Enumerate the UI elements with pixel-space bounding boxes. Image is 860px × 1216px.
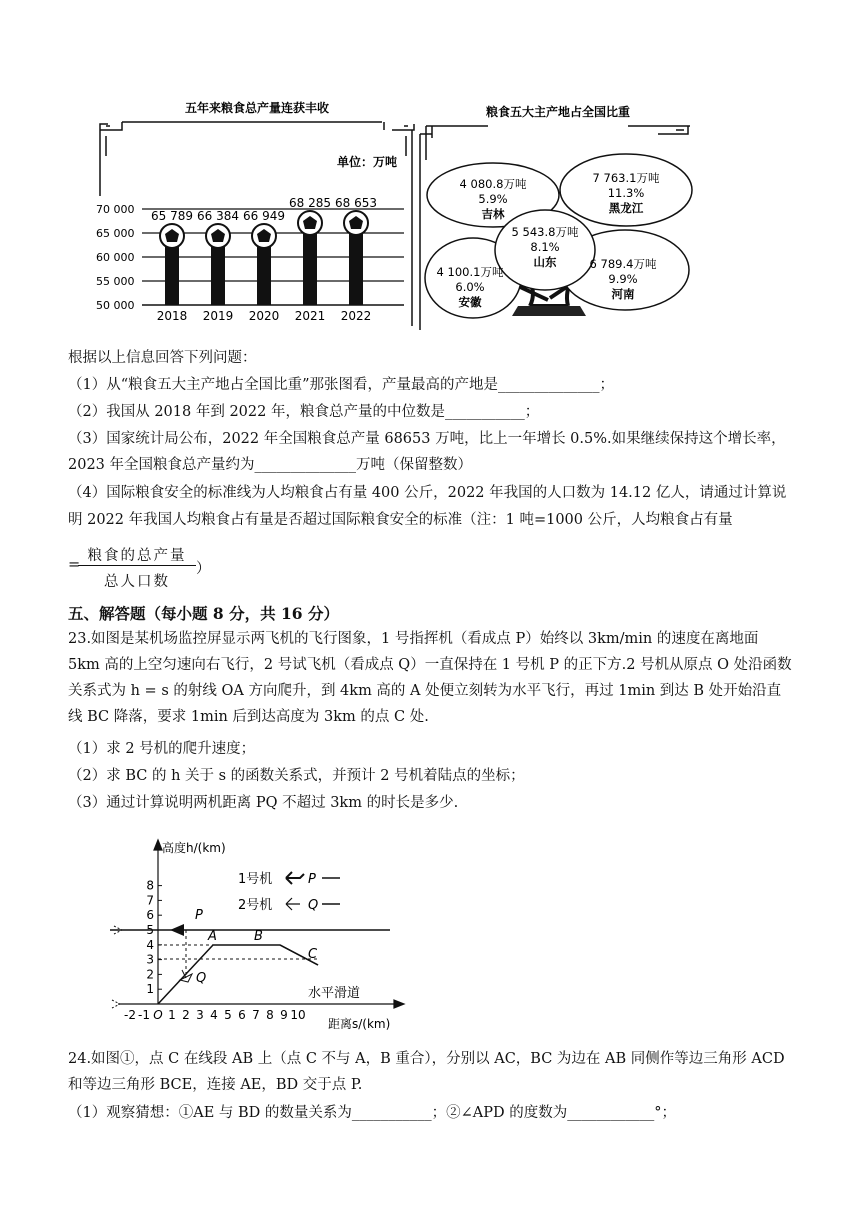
runway-label: 水平滑道	[308, 986, 361, 1001]
x-axis-arrow	[394, 1000, 404, 1008]
x-tick-label: 7	[252, 1008, 260, 1022]
y-tick-label: 2	[146, 967, 154, 982]
q22-part2: （2）我国从 2018 年到 2022 年，粮食总产量的中位数是___________；	[68, 404, 540, 420]
legend-1: 1号机	[238, 872, 273, 887]
year-label: 2022	[340, 309, 372, 323]
region-amount: 4 080.8万吨	[459, 177, 527, 191]
region-name: 黑龙江	[608, 201, 644, 215]
legend-plane1-icon	[286, 872, 304, 884]
grain-output-bar-chart	[92, 96, 422, 336]
bar-value-label: 66 384	[197, 209, 239, 223]
region-amount: 6 789.4万吨	[589, 257, 657, 271]
x-tick-label: 5	[224, 1008, 232, 1022]
x-tick-label: 9	[280, 1008, 288, 1022]
year-label: 2021	[294, 309, 326, 323]
unit-label: 单位：万吨	[337, 155, 398, 169]
point-C: C	[308, 947, 318, 962]
x-tick-label: 3	[196, 1008, 204, 1022]
region-percent: 6.0%	[455, 280, 485, 294]
region-amount: 4 100.1万吨	[436, 265, 504, 279]
p-direction-arrow	[170, 924, 184, 936]
region-name: 山东	[533, 255, 557, 269]
region-percent: 11.3%	[607, 186, 645, 200]
legend-2: 2号机	[238, 898, 273, 913]
y-tick-label: 4	[146, 937, 154, 952]
region-percent: 9.9%	[608, 272, 638, 286]
year-label: 2018	[156, 309, 188, 323]
q22-part4-line2: 明 2022 年我国人均粮食占有量是否超过国际粮食安全的标准（注：1 吨=1000 公斤，人均粮食占有量	[68, 512, 733, 528]
region-amount: 5 543.8万吨	[511, 225, 579, 239]
q-plane-icon	[180, 970, 192, 982]
x-tick-label: 8	[266, 1008, 274, 1022]
legend-1-point: P	[308, 872, 316, 887]
fraction-numerator: 粮食的总产量	[87, 548, 187, 564]
main-producers-tree-diagram	[418, 100, 698, 340]
y-tick-label: 55 000	[96, 275, 135, 288]
y-axis-arrow	[154, 840, 162, 850]
region-name: 安徽	[458, 295, 482, 309]
fraction-bar	[78, 565, 196, 566]
q23-part2: （2）求 BC 的 h 关于 s 的函数关系式，并预计 2 号机着陆点的坐标；	[68, 768, 525, 784]
y-tick-label: 5	[146, 923, 154, 937]
point-A: A	[208, 929, 217, 944]
edge-markers	[112, 926, 122, 1008]
x-tick-label: 6	[238, 1008, 246, 1022]
x-axis-label: 距离s/(km)	[328, 1017, 391, 1031]
fraction-denominator: 总人口数	[104, 574, 170, 590]
y-tick-label: 70 000	[96, 203, 135, 216]
y-tick-label: 7	[146, 893, 154, 908]
flight-graph	[100, 832, 440, 1037]
point-P: P	[195, 908, 203, 923]
point-Q: Q	[196, 971, 207, 986]
legend-2-point: Q	[308, 898, 319, 913]
y-tick-label: 65 000	[96, 227, 135, 240]
x-tick-label: -1	[138, 1008, 150, 1022]
region-name: 河南	[611, 287, 635, 301]
region-name: 吉林	[481, 207, 505, 221]
q22-part1: （1）从“粮食五大主产地占全国比重”那张图看，产量最高的产地是______________；	[68, 377, 615, 393]
bar-value-label: 66 949	[243, 209, 285, 223]
q24-part1: （1）观察猜想：①AE 与 BD 的数量关系为___________；②∠APD 的度数为____________°；	[68, 1105, 676, 1121]
region-amount: 7 763.1万吨	[592, 171, 660, 185]
tree-base	[512, 306, 586, 316]
x-tick-label: O	[153, 1008, 163, 1022]
year-label: 2020	[248, 309, 280, 323]
y-tick-label: 60 000	[96, 251, 135, 264]
bar-chart-title: 五年来粮食总产量连获丰收	[184, 101, 330, 115]
q22-part4-line1: （4）国际粮食安全的标准线为人均粮食占有量 400 公斤，2022 年我国的人口数为 14.12 亿人，请通过计算说	[68, 485, 787, 501]
bar-value-label: 68 653	[335, 196, 377, 210]
year-label: 2019	[202, 309, 234, 323]
tree-title: 粮食五大主产地占全国比重	[485, 105, 631, 119]
y-tick-label: 3	[146, 952, 154, 967]
fraction-close: ）	[196, 561, 211, 577]
y-tick-label: 6	[146, 908, 154, 923]
q23-part3: （3）通过计算说明两机距离 PQ 不超过 3km 的时长是多少.	[68, 795, 459, 811]
region-percent: 5.9%	[478, 192, 508, 206]
point-B: B	[254, 929, 263, 944]
q-flight-path	[158, 945, 318, 1004]
legend-plane2-icon	[286, 898, 300, 910]
bar-value-label: 68 285	[289, 196, 331, 210]
region-percent: 8.1%	[530, 240, 560, 254]
y-tick-label: 50 000	[96, 299, 135, 312]
section-heading: 五、解答题（每小题 8 分，共 16 分）	[68, 604, 339, 623]
x-tick-label: 10	[290, 1008, 306, 1022]
q24-text: 24.如图①，点 C 在线段 AB 上（点 C 不与 A，B 重合），分别以 AC，BC 为边在 AB 同侧作等边三角形 ACD 和等边三角形 BCE，连接 AE，BD 交于点 P.	[68, 1051, 785, 1093]
y-tick-label: 8	[146, 878, 154, 893]
x-tick-label: 4	[210, 1008, 218, 1022]
q23-part1: （1）求 2 号机的爬升速度；	[68, 741, 256, 757]
y-axis-label: 高度h/(km)	[162, 841, 226, 855]
fraction-equals: =	[68, 557, 81, 573]
x-tick-label: -2	[124, 1008, 136, 1022]
x-tick-label: 1	[168, 1008, 176, 1022]
q22-part3-line2: 2023 年全国粮食总产量约为______________万吨（保留整数）	[68, 457, 473, 473]
q22-intro: 根据以上信息回答下列问题：	[68, 350, 257, 366]
bar-value-label: 65 789	[151, 209, 193, 223]
q22-part3-line1: （3）国家统计局公布，2022 年全国粮食总产量 68653 万吨，比上一年增长 0.5%.如果继续保持这个增长率，	[68, 431, 786, 447]
q23-text: 23.如图是某机场监控屏显示两飞机的飞行图象，1 号指挥机（看成点 P）始终以 3km/min 的速度在离地面 5km 高的上空匀速向右飞行，2 号试飞机（看成点 Q）一直保持在 1 号机 P 的正下方.2 号机从原点 O 处沿函数关系式为 h = s 的射线 OA 方向爬升，到 4km 高的 A 处便立刻转为水平飞行，再过 1min 到达 B 处开始沿直线 BC 降落，要求 1min 后到达高度为 3km 的点 C 处.	[68, 631, 792, 725]
y-tick-label: 1	[146, 982, 154, 997]
x-tick-label: 2	[182, 1008, 190, 1022]
